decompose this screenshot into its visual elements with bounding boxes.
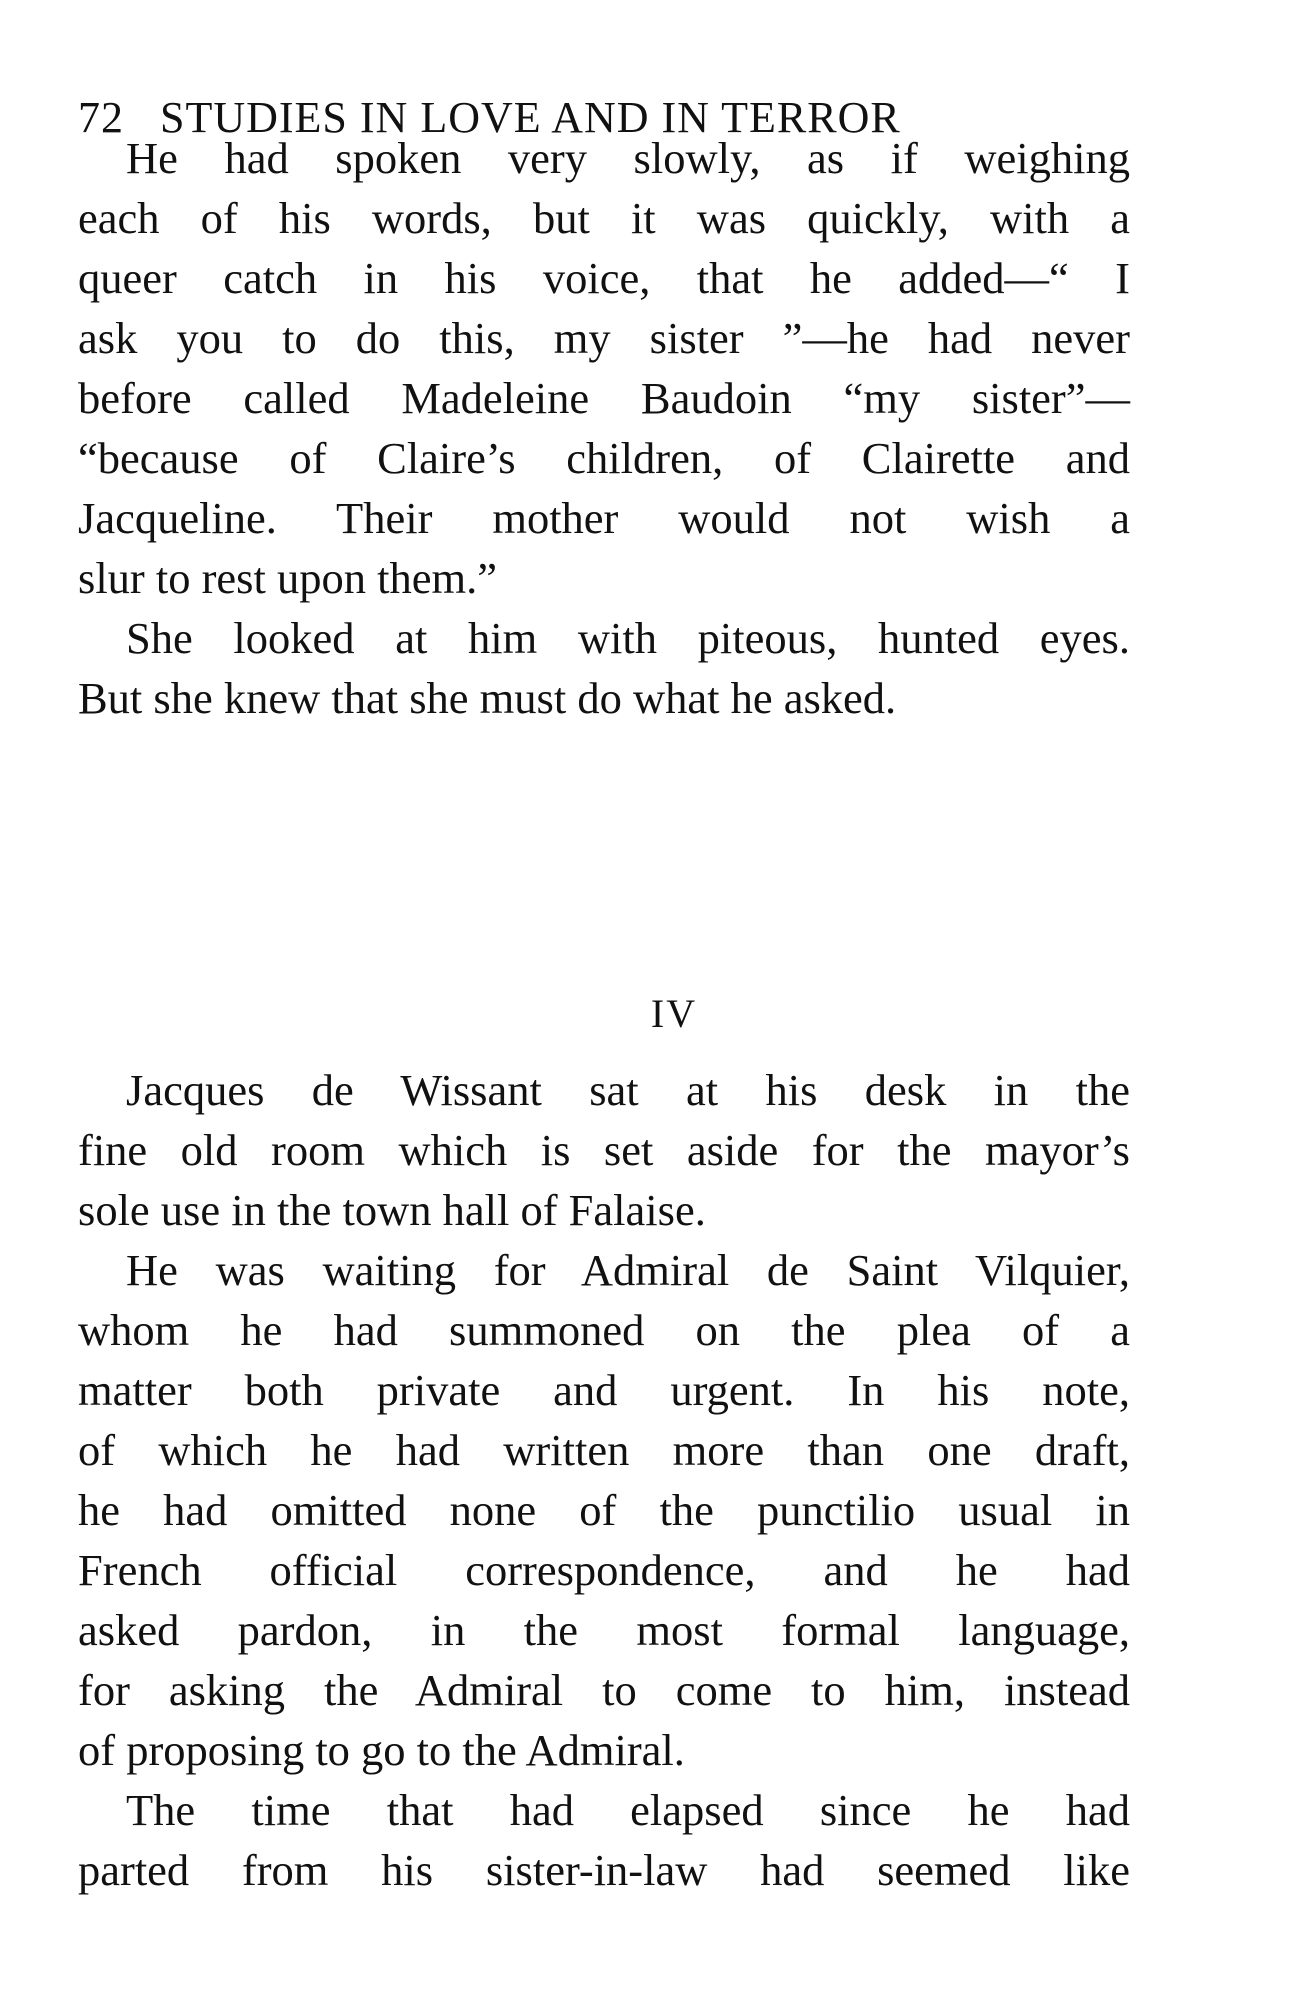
text-line: of which he had written more than one draft,: [78, 1425, 1130, 1475]
text-line: He was waiting for Admiral de Saint Vilquier,: [126, 1245, 1130, 1295]
paragraph: [78, 608, 1130, 728]
text-line: asked pardon, in the most formal language,: [78, 1605, 1130, 1655]
text-line: He had spoken very slowly, as if weighing: [126, 133, 1130, 183]
text-line: of proposing to go to the Admiral.: [78, 1725, 685, 1775]
text-line: slur to rest upon them.”: [78, 553, 497, 603]
text-line: whom he had summoned on the plea of a: [78, 1305, 1130, 1355]
text-block-top: [78, 128, 1130, 728]
paragraph: [78, 1240, 1130, 1780]
text-line: parted from his sister-in-law had seemed like: [78, 1845, 1130, 1895]
text-line: But she knew that she must do what he asked.: [78, 673, 897, 723]
text-line: for asking the Admiral to come to him, instead: [78, 1665, 1130, 1715]
running-title: STUDIES IN LOVE AND IN TERROR: [160, 93, 901, 142]
text-line: sole use in the town hall of Falaise.: [78, 1185, 706, 1235]
text-line: before called Madeleine Baudoin “my sister”—: [78, 373, 1130, 423]
page-number: 72: [78, 93, 124, 142]
text-line: fine old room which is set aside for the mayor’s: [78, 1125, 1130, 1175]
text-line: matter both private and urgent. In his note,: [78, 1365, 1130, 1415]
text-line: ask you to do this, my sister ”—he had never: [78, 313, 1130, 363]
text-line: Jacques de Wissant sat at his desk in the: [126, 1065, 1130, 1115]
text-line: French official correspondence, and he had: [78, 1545, 1130, 1595]
text-line: The time that had elapsed since he had: [126, 1785, 1130, 1835]
text-block-bottom: [78, 1060, 1130, 1900]
text-line: queer catch in his voice, that he added—“ I: [78, 253, 1130, 303]
paragraph: [78, 1060, 1130, 1240]
paragraph: [78, 1780, 1130, 1900]
text-line: each of his words, but it was quickly, with a: [78, 193, 1130, 243]
paragraph: [78, 128, 1130, 608]
text-line: Jacqueline. Their mother would not wish a: [78, 493, 1130, 543]
text-line: “because of Claire’s children, of Clairette and: [78, 433, 1130, 483]
section-heading: IV: [650, 991, 698, 1036]
text-line: he had omitted none of the punctilio usual in: [78, 1485, 1130, 1535]
text-line: She looked at him with piteous, hunted eyes.: [126, 613, 1130, 663]
